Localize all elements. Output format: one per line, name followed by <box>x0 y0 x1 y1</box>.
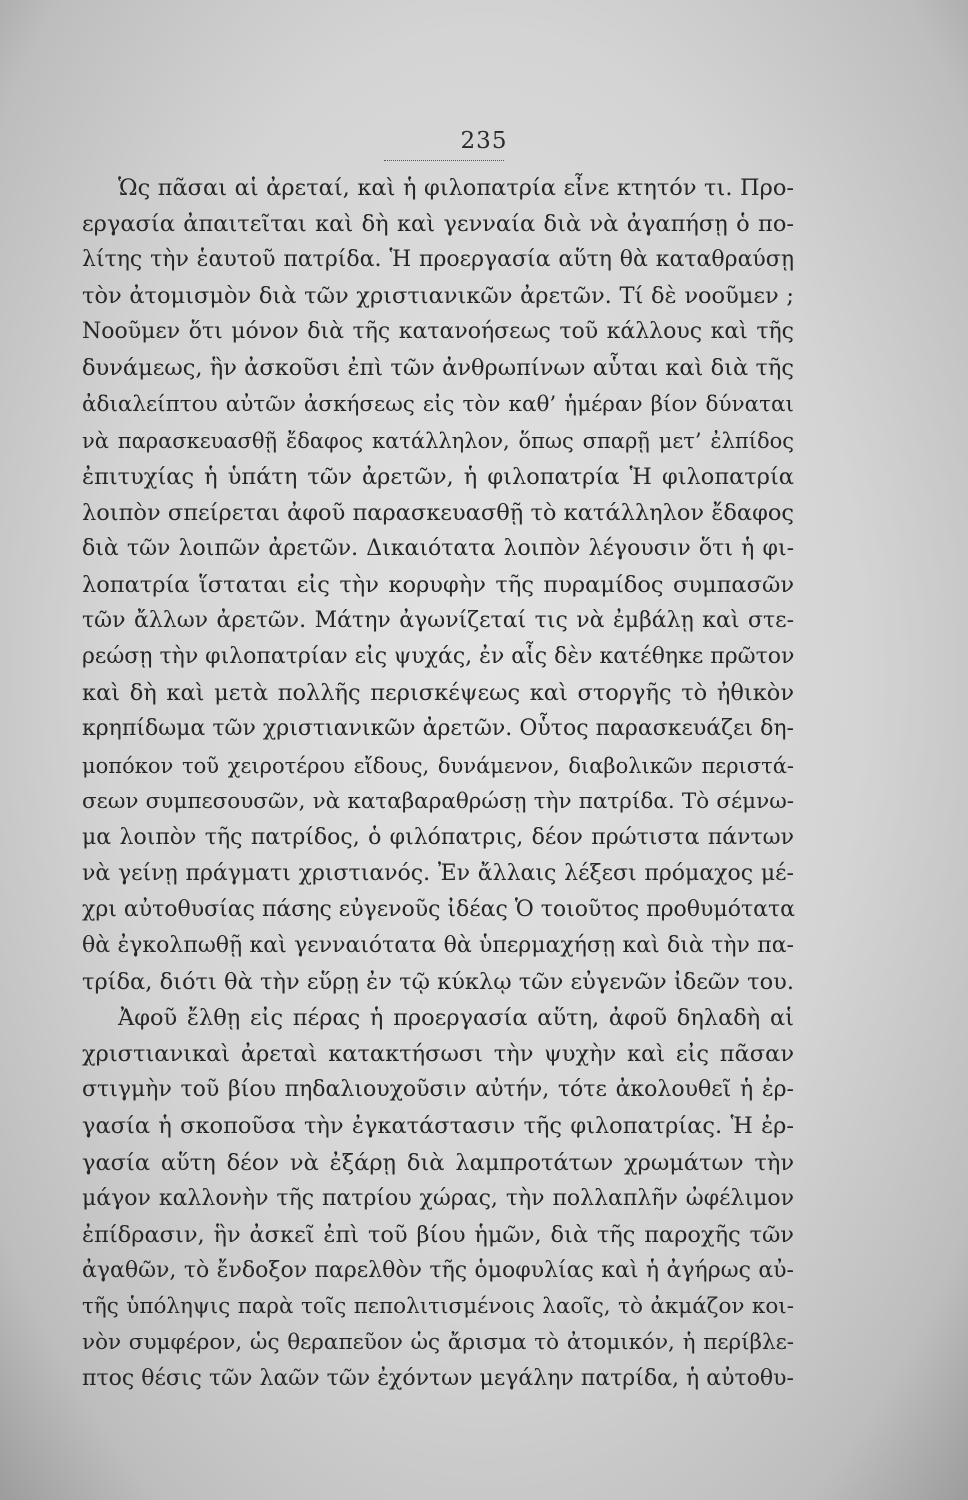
text-line: σεων συμπεσουσῶν, νὰ καταβαραθρώσῃ τὴν πατρίδα. Τὸ σέμνω- <box>82 788 794 814</box>
text-line: τῆς ὑπόληψις παρὰ τοῖς πεπολιτισμένοις λαοῖς, τὸ ἀκμάζον κοι- <box>82 1293 794 1319</box>
body-text <box>82 170 794 1397</box>
text-line: μάγον καλλονὴν τῆς πατρίου χώρας, τὴν πολλαπλῆν ὠφέλιμον <box>82 1185 794 1211</box>
text-line: λοπατρία ἵσταται εἰς τὴν κορυφὴν τῆς πυραμίδος συμπασῶν <box>82 572 794 599</box>
text-line: δυνάμεως, ἣν ἀσκοῦσι ἐπὶ τῶν ἀνθρωπίνων αὗται καὶ διὰ τῆς <box>82 355 794 382</box>
text-line: κρηπίδωμα τῶν χριστιανικῶν ἀρετῶν. Οὗτος παρασκευάζει δη- <box>82 716 794 742</box>
text-line: θὰ ἐγκολπωθῇ καὶ γενναιότατα θὰ ὑπερμαχήσῃ καὶ διὰ τὴν πα- <box>82 932 794 958</box>
text-line: χρι αὐτοθυσίας πάσης εὐγενοῦς ἰδέας Ὁ τοιοῦτος προθυμότατα <box>82 896 796 922</box>
text-line: καὶ δὴ καὶ μετὰ πολλῆς περισκέψεως καὶ στοργῆς τὸ ἠθικὸν <box>82 680 794 707</box>
text-line: νὰ παρασκευασθῇ ἔδαφος κατάλληλον, ὅπως σπαρῇ μετ’ ἐλπίδος <box>82 428 794 453</box>
text-line: λίτης τὴν ἑαυτοῦ πατρίδα. Ἡ προεργασία αὕτη θὰ καταθραύσῃ <box>82 247 794 273</box>
text-line: μοπόκον τοῦ χειροτέρου εἴδους, δυνάμενον, διαβολικῶν περιστά- <box>82 753 794 778</box>
text-line: Νοοῦμεν ὅτι μόνον διὰ τῆς κατανοήσεως τοῦ κάλλους καὶ τῆς <box>82 319 794 345</box>
text-line: ἐπιτυχίας ἡ ὑπάτη τῶν ἀρετῶν, ἡ φιλοπατρία Ἡ φιλοπατρία <box>82 463 794 490</box>
page-number: 235 <box>460 128 508 154</box>
text-line: γασία ἡ σκοποῦσα τὴν ἐγκατάστασιν τῆς φιλοπατρίας. Ἡ ἐρ- <box>82 1113 794 1140</box>
text-line: ρεώσῃ τὴν φιλοπατρίαν εἰς ψυχάς, ἐν αἷς δὲν κατέθηκε πρῶτον <box>82 644 795 670</box>
text-line: Ἀφοῦ ἔλθῃ εἰς πέρας ἡ προεργασία αὕτη, ἀφοῦ δηλαδὴ αἱ <box>118 1005 794 1032</box>
text-line: ἀγαθῶν, τὸ ἔνδοξον παρελθὸν τῆς ὁμοφυλίας καὶ ἡ ἀγήρως αὐ- <box>82 1257 794 1283</box>
text-line: πτος θέσις τῶν λαῶν τῶν ἐχόντων μεγάλην πατρίδα, ἡ αὐτοθυ- <box>82 1366 794 1392</box>
text-line: γασία αὕτη δέον νὰ ἐξάρῃ διὰ λαμπροτάτων χρωμάτων τὴν <box>82 1149 794 1176</box>
text-line: εργασία ἀπαιτεῖται καὶ δὴ καὶ γενναία διὰ νὰ ἀγαπήσῃ ὁ πο- <box>82 211 794 238</box>
text-line: χριστιανικαὶ ἀρεταὶ κατακτήσωσι τὴν ψυχὴν καὶ εἰς πᾶσαν <box>82 1041 794 1068</box>
text-line: νὰ γείνῃ πράγματι χριστιανός. Ἐν ἄλλαις λέξεσι πρόμαχος μέ- <box>82 860 794 886</box>
text-line: τρίδα, διότι θὰ τὴν εὕρῃ ἐν τῷ κύκλῳ τῶν εὐγενῶν ἰδεῶν του. <box>82 969 794 996</box>
header-rule <box>384 160 504 161</box>
text-line: τῶν ἄλλων ἀρετῶν. Μάτην ἀγωνίζεταί τις νὰ ἐμβάλῃ καὶ στε- <box>82 608 794 634</box>
text-line: Ὡς πᾶσαι αἱ ἀρεταί, καὶ ἡ φιλοπατρία εἶνε κτητόν τι. Προ- <box>118 175 794 201</box>
text-line: στιγμὴν τοῦ βίου πηδαλιουχοῦσιν αὐτήν, τότε ἀκολουθεῖ ἡ ἐρ- <box>82 1077 794 1103</box>
text-line: τὸν ἀτομισμὸν διὰ τῶν χριστιανικῶν ἀρετῶν. Τί δὲ νοοῦμεν ; <box>82 283 794 310</box>
text-line: νὸν συμφέρον, ὡς θεραπεῦον ὡς ἄρισμα τὸ ἀτομικόν, ἡ περίβλε- <box>82 1330 794 1355</box>
text-line: μα λοιπὸν τῆς πατρίδος, ὁ φιλόπατρις, δέον πρώτιστα πάντων <box>82 824 794 850</box>
text-line: διὰ τῶν λοιπῶν ἀρετῶν. Δικαιότατα λοιπὸν λέγουσιν ὅτι ἡ φι- <box>82 535 794 561</box>
text-line: ἐπίδρασιν, ἣν ἀσκεῖ ἐπὶ τοῦ βίου ἡμῶν, διὰ τῆς παροχῆς τῶν <box>82 1221 794 1248</box>
text-line: λοιπὸν σπείρεται ἀφοῦ παρασκευασθῇ τὸ κατάλληλον ἔδαφος <box>82 499 794 526</box>
text-line: ἀδιαλείπτου αὐτῶν ἀσκήσεως εἰς τὸν καθ’ ἡμέραν βίον δύναται <box>82 391 794 417</box>
